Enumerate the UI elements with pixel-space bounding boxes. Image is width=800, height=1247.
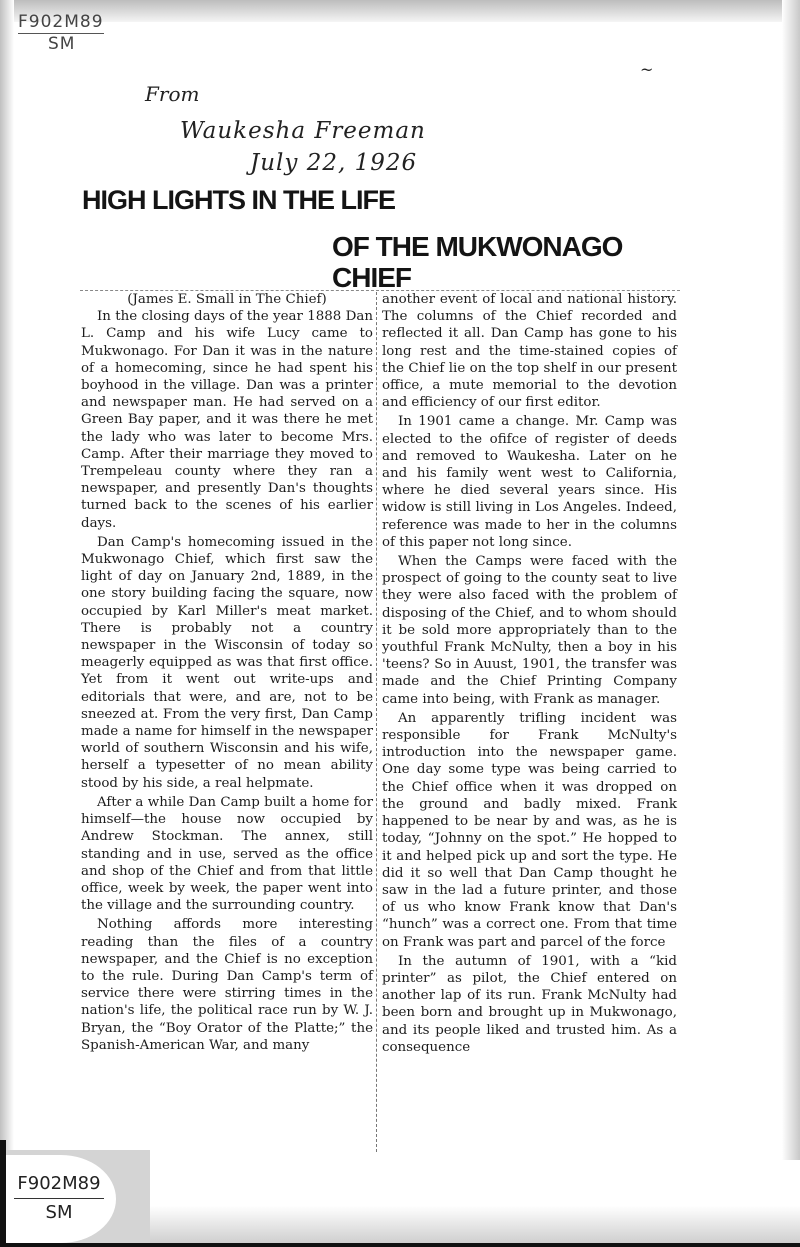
call-number-top-code: F902M89 (18, 12, 104, 32)
scan-edge-right (782, 0, 800, 1247)
handwritten-source: Waukesha Freeman (180, 118, 426, 144)
paragraph: Dan Camp's homecoming issued in the Mukwonago Chief, which first saw the light of day on January 2nd, 1889, in the one story building facing the square, now occupied by Karl Miller's meat market. There is probably not a country newspaper in the Wisconsin of today so meagerly equipped as was that first office. Yet from it went out write-ups and editorials that were, and are, not to be sneezed at. From the very first, Dan Camp made a name for himself in the newspaper world of southern Wisconsin and his wife, herself a typesetter of no mean ability stood by his side, a real helpmate. (81, 534, 373, 791)
handwritten-date: July 22, 1926 (250, 150, 418, 176)
paragraph: Nothing affords more interesting reading than the files of a country newspaper, and the Chief is no exception to the rule. During Dan Camp's term of service there were stirring times in the nation's life, the political race run by W. J. Bryan, the “Boy Orator of the Platte;” the Spanish-American War, and many (81, 917, 373, 1053)
handwritten-corner-mark: ~ (640, 60, 654, 79)
paragraph: An apparently trifling incident was responsible for Frank McNulty's introduction into the newspaper game. One day some type was being carried to the Chief office when it was dropped on the ground and badly mixed. Frank happened to be near by and was, as he is today, “Johnny on the spot.” He hopped to it and helped pick up and sort the type. He did it so well that Dan Camp thought he saw in the lad a future printer, and those of us who know Frank know that Dan's “hunch” was a correct one. From that time on Frank was part and parcel of the force (382, 710, 677, 950)
article-column-left (81, 291, 373, 1056)
paragraph: In 1901 came a change. Mr. Camp was elected to the ofifce of register of deeds and removed to Waukesha. Later on he and his family went west to California, where he died several years since. His widow is still living in Los Angeles. Indeed, reference was made to her in the columns of this paper not long since. (382, 414, 677, 550)
scan-edge-left (0, 0, 14, 1247)
call-number-bottom (14, 1173, 104, 1224)
paragraph: In the closing days of the year 1888 Dan L. Camp and his wife Lucy came to Mukwonago. For Dan it was in the nature of a homecoming, since he had spent his boyhood in the village. Dan was a printer and newspaper man. He had served on a Green Bay paper, and it was there he met the lady who was later to become Mrs. Camp. After their marriage they moved to Trempeleau county where they ran a newspaper, and presently Dan's thoughts turned back to the scenes of his earlier days. (81, 309, 373, 531)
paragraph: When the Camps were faced with the prospect of going to the county seat to live they were also faced with the problem of disposing of the Chief, and to whom should it be sold more appropriately than to the youthful Frank McNulty, then a boy in his 'teens? So in Auust, 1901, the transfer was made and the Chief Printing Company came into being, with Frank as manager. (382, 554, 677, 707)
column-divider (376, 292, 378, 1152)
scan-edge-shadow (0, 1140, 6, 1247)
call-number-top-sub: SM (48, 34, 76, 54)
byline: (James E. Small in The Chief) (127, 292, 327, 307)
paragraph: After a while Dan Camp built a home for himself—the house now occupied by Andrew Stockman. The annex, still standing and in use, served as the office and shop of the Chief and from that little office, week by week, the paper went into the village and the surrounding country. (81, 794, 373, 914)
call-number-bottom-code: F902M89 (14, 1173, 104, 1199)
paragraph: In the autumn of 1901, with a “kid printer” as pilot, the Chief entered on another lap of its run. Frank McNulty had been born and brought up in Mukwonago, and its people liked and trusted him. As a consequence (382, 953, 677, 1055)
call-number-bottom-sub: SM (45, 1202, 73, 1223)
article-column-right (382, 291, 677, 1058)
paragraph-continuation: another event of local and national history. The columns of the Chief recorded and reflected it all. Dan Camp has gone to his long rest and the time-stained copies of the Chief lie on the top shelf in our present office, a mute memorial to the devotion and efficiency of our first editor. (382, 292, 677, 411)
scan-edge-bottom (0, 1243, 800, 1247)
headline-line-1: HIGH LIGHTS IN THE LIFE (82, 185, 395, 215)
call-number-top (18, 12, 104, 54)
handwritten-from: From (145, 82, 200, 106)
scan-edge-top (0, 0, 800, 22)
headline-line-2: OF THE MUKWONAGO CHIEF (332, 231, 623, 293)
